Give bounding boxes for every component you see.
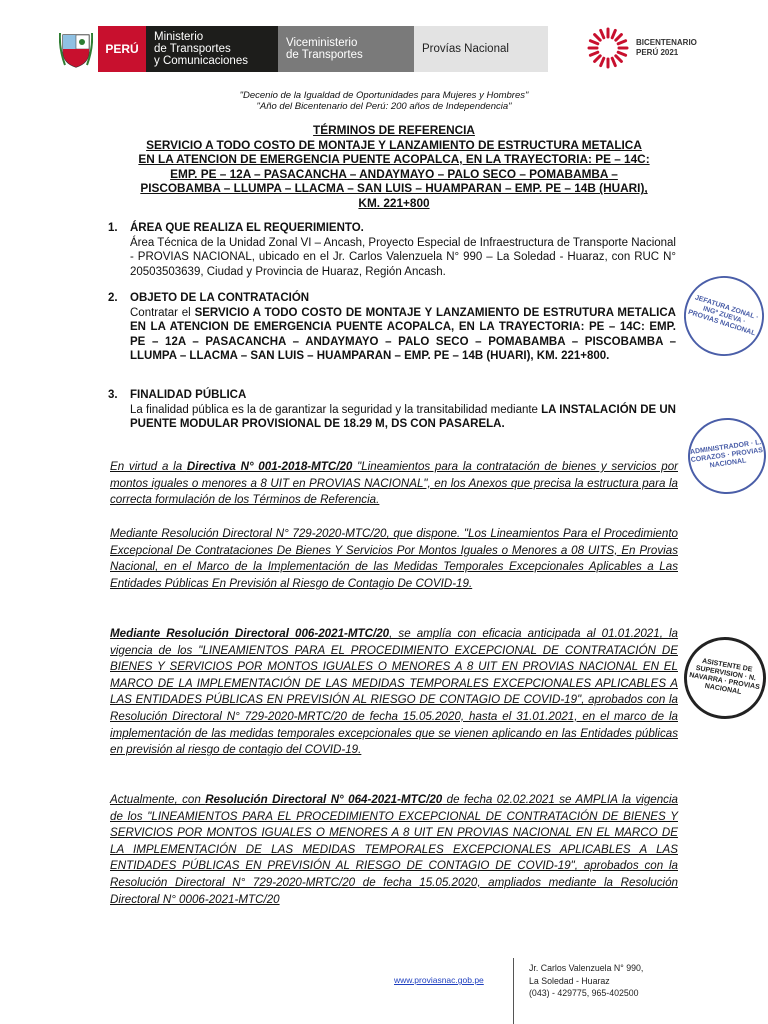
section-body: [130, 306, 676, 364]
section-number: 3.: [108, 389, 118, 401]
address-line1: Jr. Carlos Valenzuela N° 990,: [529, 963, 644, 973]
title-line: PISCOBAMBA – LLUMPA – LLACMA – SAN LUIS – HUAMPARAN – EMP. PE – 14B (HUARI),: [140, 181, 648, 196]
section-heading: FINALIDAD PÚBLICA: [130, 389, 247, 401]
paragraph-bold: Resolución Directoral N° 064-2021-MTC/20: [205, 793, 443, 806]
provias-label: Provías Nacional: [414, 26, 548, 72]
vice-line2: de Transportes: [286, 49, 363, 61]
section-body: [130, 403, 676, 432]
section-requirement-area: [108, 221, 676, 279]
paragraph-text: , se amplía con eficacia anticipada al 01.01.2021, la vigencia de los "LINEAMIENTOS PARA EL PROCEDIMIENTO EXCEPCIONAL DE CONTRATACIÓN DE BIENES Y SERVICIOS POR MONTOS IGUALES O MENORES A 8 UIT EN PROVIAS NACIONAL EN EL MARCO DE LA IMPLEMENTACIÓN DE LAS MEDIDAS TEMPORALES EXCEPCIONALES APLICABLES A LAS ENTIDADES PÚBLICAS EN PREVISIÓN AL RIESGO DE CONTAGIO DE COVID-19", aprobados con la Resolución Directoral N° 729-2020-MRTC/20 de fecha 15.05.2020, hasta el 31.01.2021, en el marco de la implementación de las medidas temporales excepcionales que se vienen aplicando en las Entidades públicas en previsión al riesgo de contagio del COVID-19.: [110, 627, 679, 757]
paragraph-resolution-006: [110, 626, 678, 759]
paragraph-text: "Lineamientos para la contratación de bienes y servicios por montos iguales o menores a 8 UIT en PROVIAS NACIONAL", en los Anexos que precisa la estructura para la correcta formulación de los Términos de Referencia.: [110, 460, 678, 507]
paragraph-resolution-729: Mediante Resolución Directoral N° 729-2020-MTC/20, que dispone. "Los Lineamientos Para el Procedimiento Excepcional De Contrataciones De Bienes Y Servicios Por Montos Iguales o Menores a 08 UITS, En Provias Nacional, en el Marco de la Implementación de las Medidas Temporales Excepcionales Aplicables a Las Entidades Públicas En Previsión al Riesgo de Contagio De COVID-19.: [110, 527, 678, 590]
ministry-line1: Ministerio: [154, 31, 204, 43]
section-body-bold: SERVICIO A TODO COSTO DE MONTAJE Y LANZAMIENTO DE ESTRUTURA METALICA EN LA ATENCION DE EMERGENCIA PUENTE ACOPALCA, EN LA TRAYECTORIA: PE – 14C: EMP. PE – 12A – PASACANCHA – ANDAYMAYO – PALO SECO – POMABAMBA – PISCOBAMBA – LLUMPA – LLACMA – SAN LUIS – HUAMPARAN – EMP. PE – 14B (HUARI), KM. 221+800.: [130, 306, 676, 363]
footer-divider: [513, 958, 514, 1024]
paragraph-text: En virtud a la: [110, 460, 187, 473]
motto-line1: "Decenio de la Igualdad de Oportunidades para Mujeres y Hombres": [239, 90, 529, 101]
motto-line2: "Año del Bicentenario del Perú: 200 años de Independencia": [256, 101, 512, 112]
section-body-text: Contratar el: [130, 306, 195, 319]
ministry-label: [146, 26, 278, 72]
title-line: SERVICIO A TODO COSTO DE MONTAJE Y LANZAMIENTO DE ESTRUCTURA METALICA: [146, 137, 642, 152]
title-heading: TÉRMINOS DE REFERENCIA: [313, 123, 475, 137]
section-number: 1.: [108, 222, 118, 234]
section-number: 2.: [108, 292, 118, 304]
paragraph-directive: [110, 459, 678, 509]
title-line: EN LA ATENCION DE EMERGENCIA PUENTE ACOPALCA, EN LA TRAYECTORIA: PE – 14C:: [138, 152, 650, 167]
title-line: KM. 221+800: [358, 195, 430, 210]
title-line: EMP. PE – 12A – PASACANCHA – ANDAYMAYO – PALO SECO – POMABAMBA –: [170, 166, 618, 181]
stamp-jefatura-zonal: JEFATURA ZONAL · INGº ZUEVA · PROVIAS NACIONAL: [674, 266, 768, 367]
bicentenario-line1: BICENTENARIO: [636, 38, 697, 47]
viceministry-label: [278, 26, 414, 72]
section-public-purpose: [108, 388, 676, 432]
bicentenario-logo: [586, 26, 697, 70]
bicentenario-icon: [586, 26, 630, 70]
section-body: Área Técnica de la Unidad Zonal VI – Ancash, Proyecto Especial de Infraestructura de Transporte Nacional - PROVIAS NACIONAL, ubicado en el Jr. Carlos Valenzuela N° 990 – La Soledad - Huaraz, con RUC N° 20503503639, Ciudad y Provincia de Huaraz, Región Ancash.: [130, 236, 676, 278]
document-title: [110, 123, 678, 211]
stamp-asistente-supervision: ASISTENTE DE SUPERVISION · N. NAVARRA · PROVIAS NACIONAL: [678, 631, 768, 726]
ministry-line3: y Comunicaciones: [154, 55, 248, 67]
ministry-line2: de Transportes: [154, 43, 231, 55]
peru-label: PERÚ: [98, 26, 146, 72]
paragraph-text: Actualmente, con: [110, 793, 206, 806]
section-body-text: La finalidad pública es la de garantizar la seguridad y la transitabilidad mediante: [130, 403, 542, 416]
paragraph-resolution-064: [110, 792, 678, 908]
footer-address: [529, 962, 643, 1000]
address-line2: La Soledad - Huaraz: [529, 975, 610, 986]
section-heading: ÁREA QUE REALIZA EL REQUERIMIENTO.: [130, 222, 364, 234]
paragraph-text: de fecha 02.02.2021 se AMPLIA la vigencia de los "LINEAMIENTOS PARA EL PROCEDIMIENTO EXCEPCIONAL DE CONTRATACIÓN DE BIENES Y SERVICIOS POR MONTOS IGUALES O MENORES A 8 UIT EN PROVIAS NACIONAL EN EL MARCO DE LA IMPLEMENTACIÓN DE LAS MEDIDAS TEMPORALES EXCEPCIONALES APLICABLES A LAS ENTIDADES PÚBLICAS EN PREVISIÓN AL RIESGO DE CONTAGIO DE COVID-19", aprobados con la Resolución Directoral N° 729-2020-MRTC/20 de fecha 15.05.2020, ampliados mediante la Resolución Directoral N° 0006-2021-MTC/20: [110, 793, 678, 906]
bicentenario-line2: PERÚ 2021: [636, 48, 679, 57]
paragraph-bold: Mediante Resolución Directoral 006-2021-MTC/20: [110, 627, 390, 640]
section-contract-object: [108, 291, 676, 364]
phone-line: (043) - 429775, 965-402500: [529, 988, 639, 999]
paragraph-bold: Directiva N° 001-2018-MTC/20: [186, 460, 353, 473]
header-banner: [58, 26, 548, 72]
vice-line1: Viceministerio: [286, 37, 358, 49]
website-link[interactable]: www.proviasnac.gob.pe: [394, 975, 484, 985]
section-body-bold: LA INSTALACIÓN DE UN PUENTE MODULAR PROVISIONAL DE 18.29 M, DS CON PASARELA.: [130, 403, 676, 431]
stamp-administrador: ADMINISTRADOR · L. CORAZOS · PROVIAS NACIONAL: [683, 413, 768, 499]
section-heading: OBJETO DE LA CONTRATACIÓN: [130, 292, 310, 304]
coat-of-arms-icon: [58, 26, 94, 72]
